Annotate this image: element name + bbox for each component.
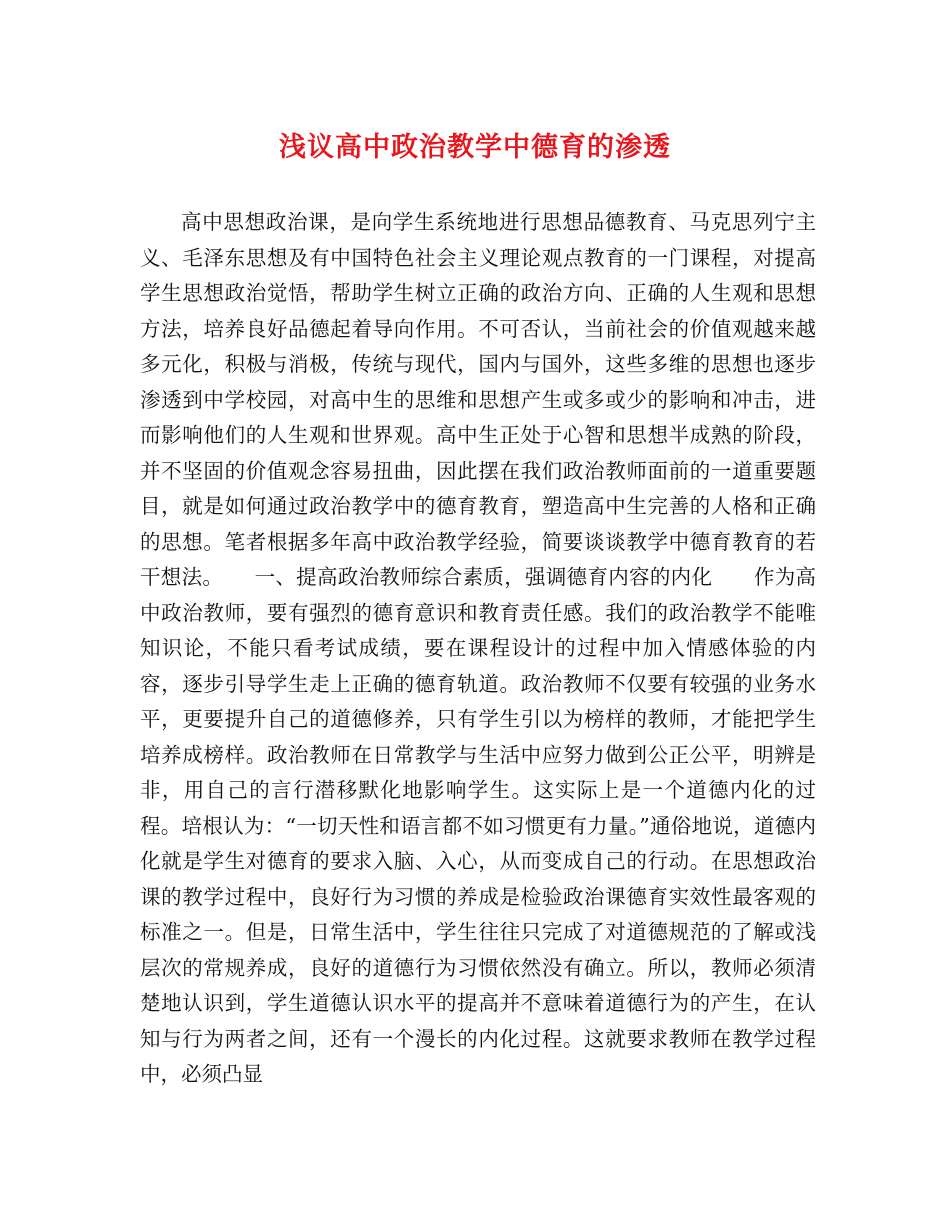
document-body-paragraph: 高中思想政治课，是向学生系统地进行思想品德教育、马克思列宁主义、毛泽东思想及有中国特色社会主义理论观点教育的一门课程，对提高学生思想政治觉悟，帮助学生树立正确的政治方向、正确的人生观和思想方法，培养良好品德起着导向作用。不可否认，当前社会的价值观越来越多元化，积极与消极，传统与现代，国内与国外，这些多维的思想也逐步渗透到中学校园，对高中生的思维和思想产生或多或少的影响和冲击，进而影响他们的人生观和世界观。高中生正处于心智和思想半成熟的阶段，并不坚固的价值观念容易扭曲，因此摆在我们政治教师面前的一道重要题目，就是如何通过政治教学中的德育教育，塑造高中生完善的人格和正确的思想。笔者根据多年高中政治教学经验，简要谈谈教学中德育教育的若干想法。 一、提高政治教师综合素质，强调德育内容的内化 作为高中政治教师，要有强烈的德育意识和教育责任感。我们的政治教学不能唯知识论，不能只看考试成绩，要在课程设计的过程中加入情感体验的内容，逐步引导学生走上正确的德育轨道。政治教师不仅要有较强的业务水平，更要提升自己的道德修养，只有学生引以为榜样的教师，才能把学生培养成榜样。政治教师在日常教学与生活中应努力做到公正公平，明辨是非，用自己的言行潜移默化地影响学生。这实际上是一个道德内化的过程。培根认为：“一切天性和语言都不如习惯更有力量。”通俗地说，道德内化就是学生对德育的要求入脑、入心，从而变成自己的行动。在思想政治课的教学过程中，良好行为习惯的养成是检验政治课德育实效性最客观的标准之一。但是，日常生活中，学生往往只完成了对道德规范的了解或浅层次的常规养成，良好的道德行为习惯依然没有确立。所以，教师必须清楚地认识到，学生道德认识水平的提高并不意味着道德行为的产生，在认知与行为两者之间，还有一个漫长的内化过程。这就要求教师在教学过程中，必须凸显 — [140, 210, 816, 1086]
document-title: 浅议高中政治教学中德育的渗透 — [279, 132, 671, 163]
